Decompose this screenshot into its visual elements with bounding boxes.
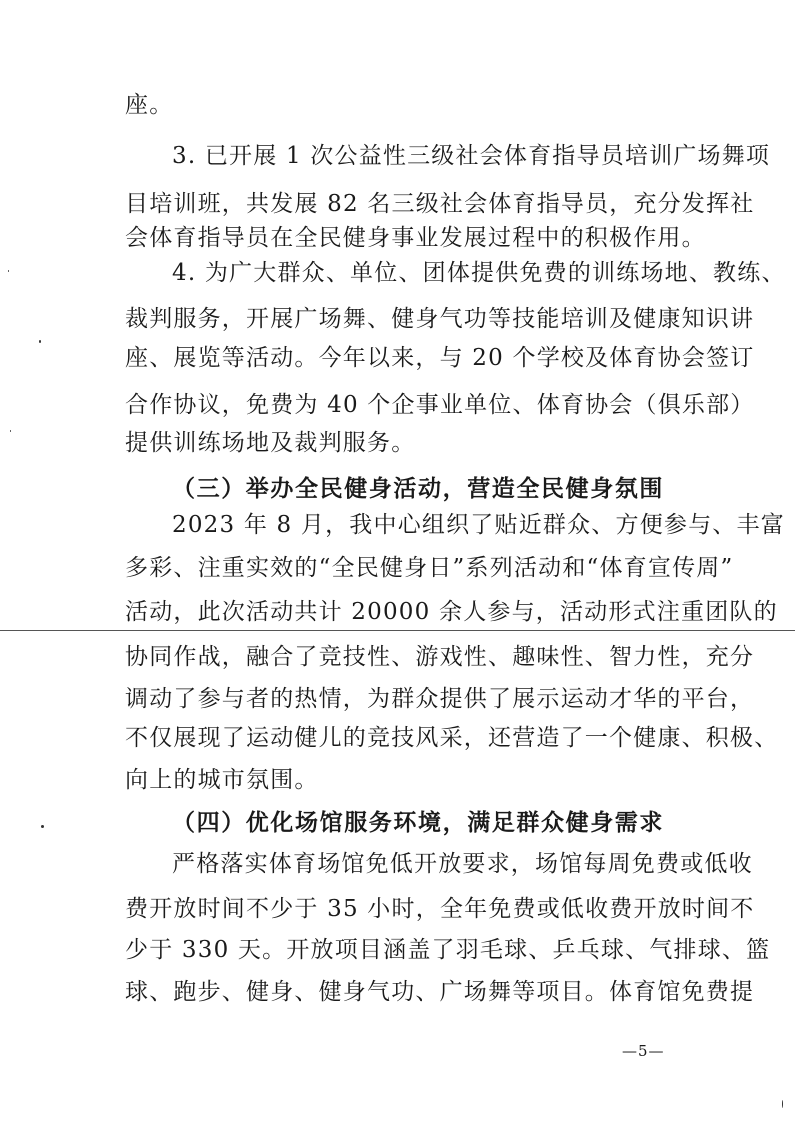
text-line: 3. 已开展 1 次公益性三级社会体育指导员培训广场舞项: [172, 143, 771, 169]
text-line: 活动，此次活动共计 20000 余人参与，活动形式注重团队的: [125, 599, 778, 625]
text-line: 调动了参与者的热情，为群众提供了展示运动才华的平台，: [125, 686, 755, 712]
text-line: 座、展览等活动。今年以来，与 20 个学校及体育协会签订: [125, 345, 755, 371]
scan-speck: [39, 340, 41, 343]
scan-speck: [10, 430, 11, 432]
scan-speck: [41, 825, 44, 828]
text-line: 目培训班，共发展 82 名三级社会体育指导员，充分发挥社: [125, 191, 755, 217]
section-heading: （四）优化场馆服务环境，满足群众健身需求: [172, 810, 664, 836]
text-line: 会体育指导员在全民健身事业发展过程中的积极作用。: [125, 225, 706, 251]
page-number: —5—: [622, 1042, 665, 1060]
scan-divider-line: [0, 630, 795, 631]
section-heading: （三）举办全民健身活动，营造全民健身氛围: [172, 476, 664, 502]
text-line: 协同作战，融合了竞技性、游戏性、趣味性、智力性，充分: [125, 644, 755, 670]
text-line: 提供训练场地及裁判服务。: [125, 430, 416, 456]
text-line: 合作协议，免费为 40 个企事业单位、体育协会（俱乐部）: [125, 392, 755, 418]
text-line: 不仅展现了运动健儿的竞技风采，还营造了一个健康、积极、: [125, 725, 779, 751]
scan-speck: [8, 270, 9, 272]
text-line: 座。: [125, 92, 174, 118]
scan-speck: [782, 1100, 783, 1108]
text-line: 裁判服务，开展广场舞、健身气功等技能培训及健康知识讲: [125, 306, 755, 332]
text-line: 多彩、注重实效的“全民健身日”系列活动和“体育宣传周”: [125, 555, 734, 581]
text-line: 严格落实体育场馆免低开放要求，场馆每周免费或低收: [172, 851, 753, 877]
text-line: 球、跑步、健身、健身气功、广场舞等项目。体育馆免费提: [125, 979, 755, 1005]
text-line: 4. 为广大群众、单位、团体提供免费的训练场地、教练、: [172, 260, 786, 286]
text-line: 费开放时间不少于 35 小时，全年免费或低收费开放时间不: [125, 896, 755, 922]
text-line: 向上的城市氛围。: [125, 767, 319, 793]
text-line: 少于 330 天。开放项目涵盖了羽毛球、乒乓球、气排球、篮: [125, 937, 771, 963]
text-line: 2023 年 8 月，我中心组织了贴近群众、方便参与、丰富: [172, 512, 785, 538]
